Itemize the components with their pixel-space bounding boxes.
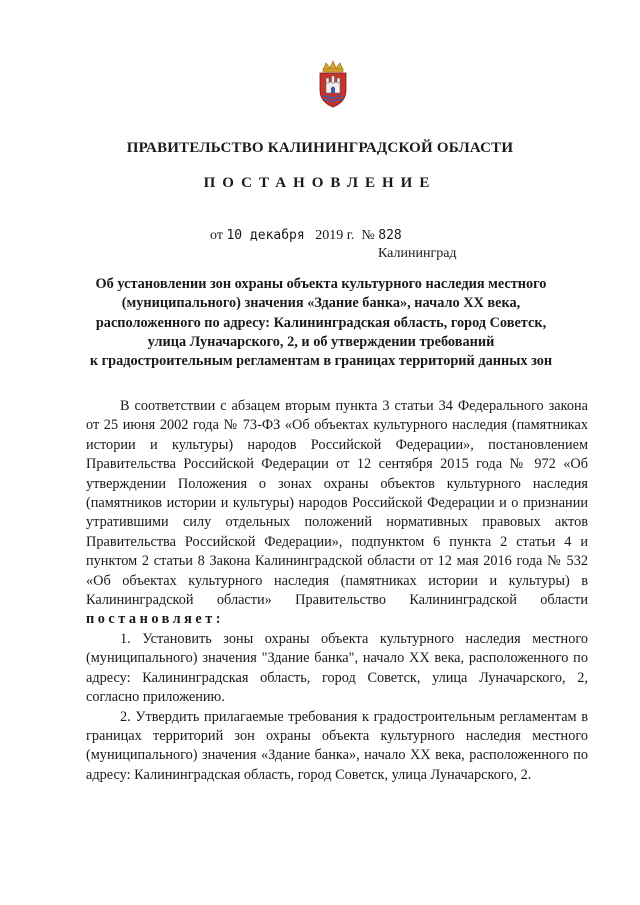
city: Калининград: [378, 246, 457, 261]
document-body: [86, 397, 588, 785]
preamble-text: В соответствии с абзацем вторым пункта 3 статьи 34 Федерального закона от 25 июня 2002 года № 73-ФЗ «Об объектах культурного наследия (памятниках истории и культуры) народов Российской Федерации», постановлением Правительства Российской Федерации от 12 сентября 2015 года № 972 «Об утверждении Положения о зонах охраны объектов культурного наследия (памятников истории и культуры) народов Российской Федерации и о признании утратившими силу отдельных положений нормативных правовых актов Правительства Российской Федерации», подпунктом 6 пункта 2 статьи 4 и пунктом 2 статьи 8 Закона Калининградской области от 12 мая 2016 года № 532 «Об объектах культурного наследия (памятниках истории и культуры) в Калининградской области» Правительство Калининградской области: [86, 398, 588, 609]
date-line: [210, 228, 402, 244]
subject-line: к градостроительным регламентам в границах территорий данных зон: [89, 353, 553, 370]
item-2-paragraph: 2. Утвердить прилагаемые требования к градостроительным регламентам в границах территорий зон охраны объекта культурного наследия местного (муниципального) значения «Здание банка», начало XX века, расположенного по адресу: Калининградская область, город Советск, улица Луначарского, 2.: [86, 708, 588, 783]
document-number: 828: [378, 228, 402, 243]
subject-line: расположенного по адресу: Калининградская область, город Советск,: [95, 314, 547, 331]
document-subject: [56, 275, 586, 371]
resolves-word: постановляет:: [86, 611, 225, 628]
subject-line: улица Луначарского, 2, и об утверждении требований: [147, 333, 495, 350]
subject-line: (муниципального) значения «Здание банка», начало XX века,: [121, 295, 521, 312]
number-label: №: [361, 228, 375, 243]
from-label: от: [210, 228, 223, 243]
document-type: ПОСТАНОВЛЕНИЕ: [203, 175, 437, 191]
item-1-paragraph: 1. Установить зоны охраны объекта культурного наследия местного (муниципального) значения "Здание банка", начало XX века, расположенного по адресу: Калининградская область, город Советск, улица Луначарского, 2, согласно приложению.: [86, 630, 588, 706]
preamble-paragraph: [86, 397, 588, 630]
government-title: ПРАВИТЕЛЬСТВО КАЛИНИНГРАДСКОЙ ОБЛАСТИ: [126, 140, 514, 156]
subject-line: Об установлении зон охраны объекта культурного наследия местного: [95, 276, 547, 292]
year: 2019 г.: [315, 228, 355, 243]
date-day-month: 10 декабря: [226, 228, 305, 243]
coat-of-arms-icon: [314, 60, 352, 108]
